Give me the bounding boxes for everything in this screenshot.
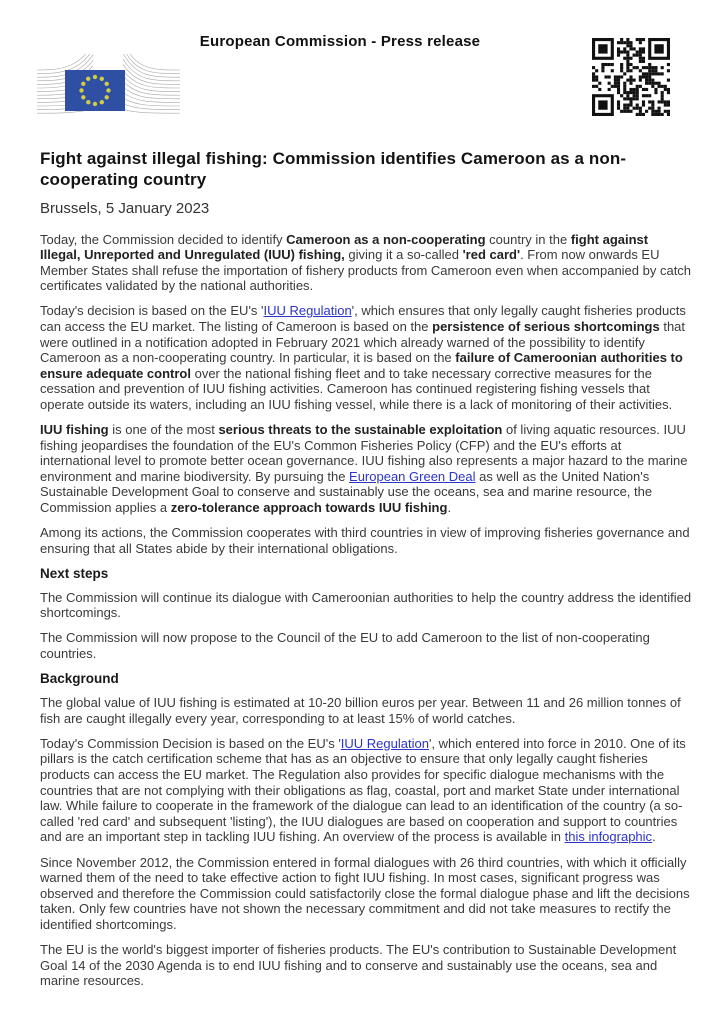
paragraph <box>40 942 692 989</box>
text-run: of living aquatic resources. IUU fishing jeopardises the foundation of the EU's Common Fisheries Policy (CFP) and the EU's efforts at international level to promote better ocean governance. IUU fishing also represents a major hazard to the marine environment and marine biodiversity. By pursuing the <box>40 422 688 484</box>
text-run: Today's Commission Decision is based on the EU's ' <box>40 735 341 751</box>
section-heading: Background <box>40 671 119 687</box>
page-title: Fight against illegal fishing: Commission identifies Cameroon as a non-cooperating country <box>40 149 627 190</box>
paragraph <box>40 303 692 412</box>
text-run: as well as the United Nation's Sustainable Development Goal to conserve and sustainably use the oceans, sea and marine resource, the Commission applies a <box>40 468 653 515</box>
document-content <box>40 148 692 998</box>
european-commission-logo <box>36 54 181 124</box>
paragraph <box>40 422 692 516</box>
text-run: Today's decision is based on the EU's ' <box>40 303 264 319</box>
paragraph <box>40 590 692 621</box>
text-run: Today, the Commission decided to identify <box>40 231 287 247</box>
bold-text: failure of Cameroonian authorities to ensure adequate control <box>40 350 683 381</box>
text-run: The Commission will continue its dialogue with Cameroonian authorities to help the country address the identified shortcomings. <box>40 589 692 621</box>
text-run: The Commission will now propose to the Council of the EU to add Cameroon to the list of non-cooperating countries. <box>40 630 650 662</box>
paragraph <box>40 630 692 661</box>
bold-text: 'red card' <box>462 247 521 263</box>
inline-link[interactable]: IUU Regulation <box>263 303 352 319</box>
text-run: over the national fishing fleet and to take necessary corrective measures for the cessation and prevention of IUU fishing activities. Cameroon has continued registering fishing vessels that operate outside its waters, including an IUU fishing vessel, while there is a lack of monitoring of their activities. <box>40 365 673 412</box>
document-body <box>40 232 692 989</box>
text-run: . <box>447 500 452 515</box>
text-run: Since November 2012, the Commission entered in formal dialogues with 26 third countries, with which it officially warned them of the need to take effective action to fight IUU fishing. In most cases, significant progress was observed and therefore the Commission could satisfactorily close the formal dialogue phase and lift the decisions taken. Only few countries have not shown the necessary commitment and did not take measures to rectify the identified shortcomings. <box>40 854 690 932</box>
bold-text: IUU fishing <box>40 422 109 438</box>
text-run: is one of the most <box>108 422 219 438</box>
text-run: . <box>652 829 656 845</box>
inline-link[interactable]: IUU Regulation <box>340 735 429 751</box>
text-run: Among its actions, the Commission cooperates with third countries in view of improving fisheries governance and ensuring that all States abide by their international obligations. <box>40 525 690 556</box>
bold-text: Cameroon as a non-cooperating <box>286 231 486 247</box>
commission-building-graphic <box>36 54 181 124</box>
text-run: that were outlined in a notification adopted in February 2021 which already warned of the possibility to identify Cameroon as a non-cooperating country. In particular, it is based on the <box>40 318 686 366</box>
text-run: ', which entered into force in 2010. One of its pillars is the catch certification scheme that has as an objective to ensure that only legally caught fisheries products can access the EU market. The Regulation also provides for specific dialogue mechanisms with the countries that are not complying with their obligations as flag, coastal, port and market State under international law. While failure to cooperate in the framework of the dialogue can lead to an identification of the country (a so-called 'red card' and subsequent 'listing'), the IUU dialogues are based on cooperation and support to countries and are an important step in tackling IUU fishing. An overview of the process is available in <box>40 735 686 845</box>
masthead-title: European Commission - Press release <box>199 33 481 50</box>
bold-text: serious threats to the sustainable exploitation <box>218 422 503 438</box>
text-run: giving it a so-called <box>344 247 463 263</box>
text-run: country in the <box>485 231 571 247</box>
paragraph <box>40 525 692 556</box>
section-heading: Next steps <box>40 565 109 581</box>
text-run: . From now onwards EU Member States shall refuse the importation of fishery products from Cameroon even when accompanied by catch certificates validated by the national authorities. <box>40 247 692 294</box>
text-run: The global value of IUU fishing is estimated at 10-20 billion euros per year. Between 11 and 26 million tonnes of fish are caught illegally every year, corresponding to at least 15% of world catches. <box>40 695 681 726</box>
paragraph <box>40 695 692 726</box>
paragraph <box>40 855 692 933</box>
inline-link[interactable]: European Green Deal <box>349 468 476 484</box>
qr-code <box>592 38 670 116</box>
bold-text: fight against Illegal, Unreported and Unregulated (IUU) fishing, <box>40 231 649 263</box>
text-run: ', which ensures that only legally caught fisheries products can access the EU market. The listing of Cameroon is based on the <box>40 303 686 334</box>
paragraph <box>40 736 692 845</box>
paragraph <box>40 232 692 294</box>
bold-text: persistence of serious shortcomings <box>432 318 660 334</box>
bold-text: zero-tolerance approach towards IUU fishing <box>170 500 448 515</box>
text-run: The EU is the world's biggest importer of fisheries products. The EU's contribution to Sustainable Development Goal 14 of the 2030 Agenda is to end IUU fishing and to conserve and sustainably use the oceans, sea and marine resources. <box>40 941 677 989</box>
dateline: Brussels, 5 January 2023 <box>40 199 210 217</box>
inline-link[interactable]: this infographic <box>564 829 653 845</box>
